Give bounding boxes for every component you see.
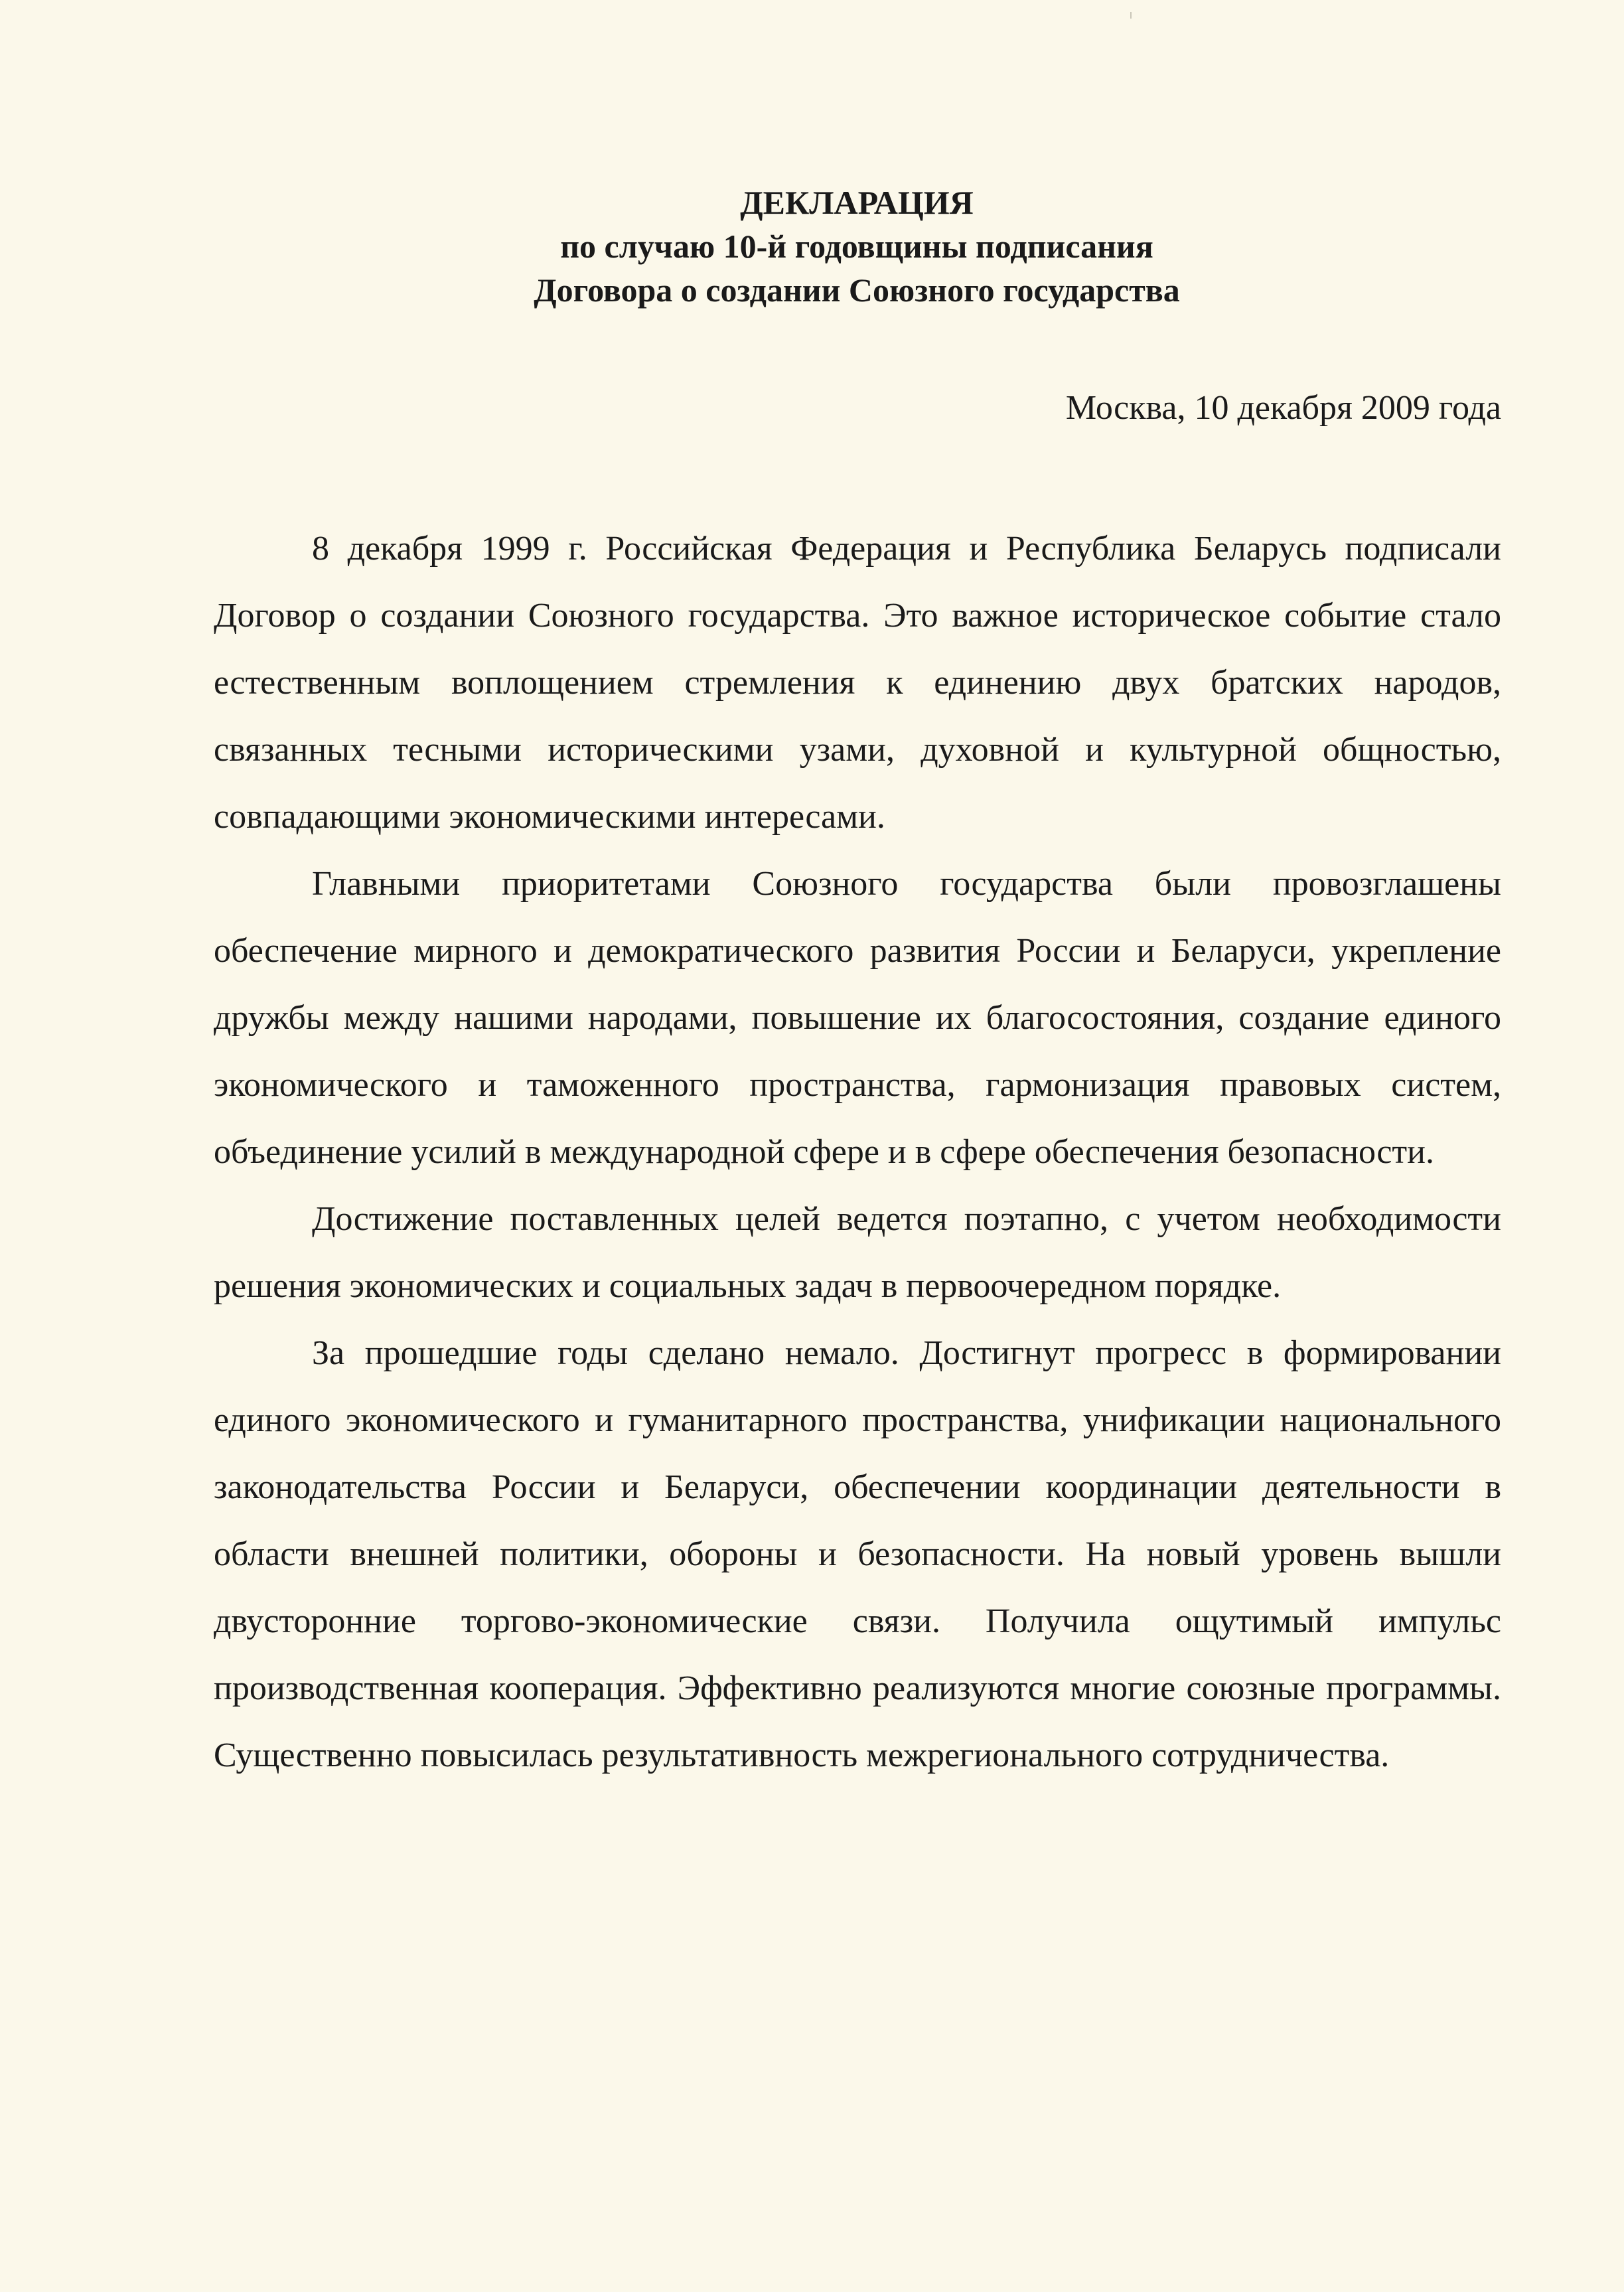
paragraph-3: Достижение поставленных целей ведется поэтапно, с учетом необходимости решения экономических и социальных задач в первоочередном порядке. <box>214 1200 1501 1305</box>
place-and-date: Москва, 10 декабря 2009 года <box>1065 389 1501 427</box>
document-subtitle-line-1: по случаю 10-й годовщины подписания <box>560 228 1153 265</box>
scan-mark <box>1130 12 1132 19</box>
document-body <box>214 515 1501 1789</box>
paragraph-1: 8 декабря 1999 г. Российская Федерация и Республика Беларусь подписали Договор о создании Союзного государства. Это важное историческое событие стало естественным воплощением стремления к единению двух братских народов, связанных тесными историческими узами, духовной и культурной общностью, совпадающими экономическими интересами. <box>214 530 1501 836</box>
document-subtitle-line-2: Договора о создании Союзного государства <box>534 271 1180 309</box>
document-header <box>214 181 1500 312</box>
paragraph-2: Главными приоритетами Союзного государства были провозглашены обеспечение мирного и демократического развития России и Беларуси, укрепление дружбы между нашими народами, повышение их благосостояния, создание единого экономического и таможенного пространства, гармонизация правовых систем, объединение усилий в международной сфере и в сфере обеспечения безопасности. <box>214 865 1501 1171</box>
paragraph-4: За прошедшие годы сделано немало. Достигнут прогресс в формировании единого экономического и гуманитарного пространства, унификации национального законодательства России и Беларуси, обеспечении координации деятельности в области внешней политики, обороны и безопасности. На новый уровень вышли двусторонние торгово-экономические связи. Получила ощутимый импульс производственная кооперация. Эффективно реализуются многие союзные программы. Существенно повысилась результативность межрегионального сотрудничества. <box>214 1334 1501 1774</box>
document-title: ДЕКЛАРАЦИЯ <box>740 184 974 221</box>
